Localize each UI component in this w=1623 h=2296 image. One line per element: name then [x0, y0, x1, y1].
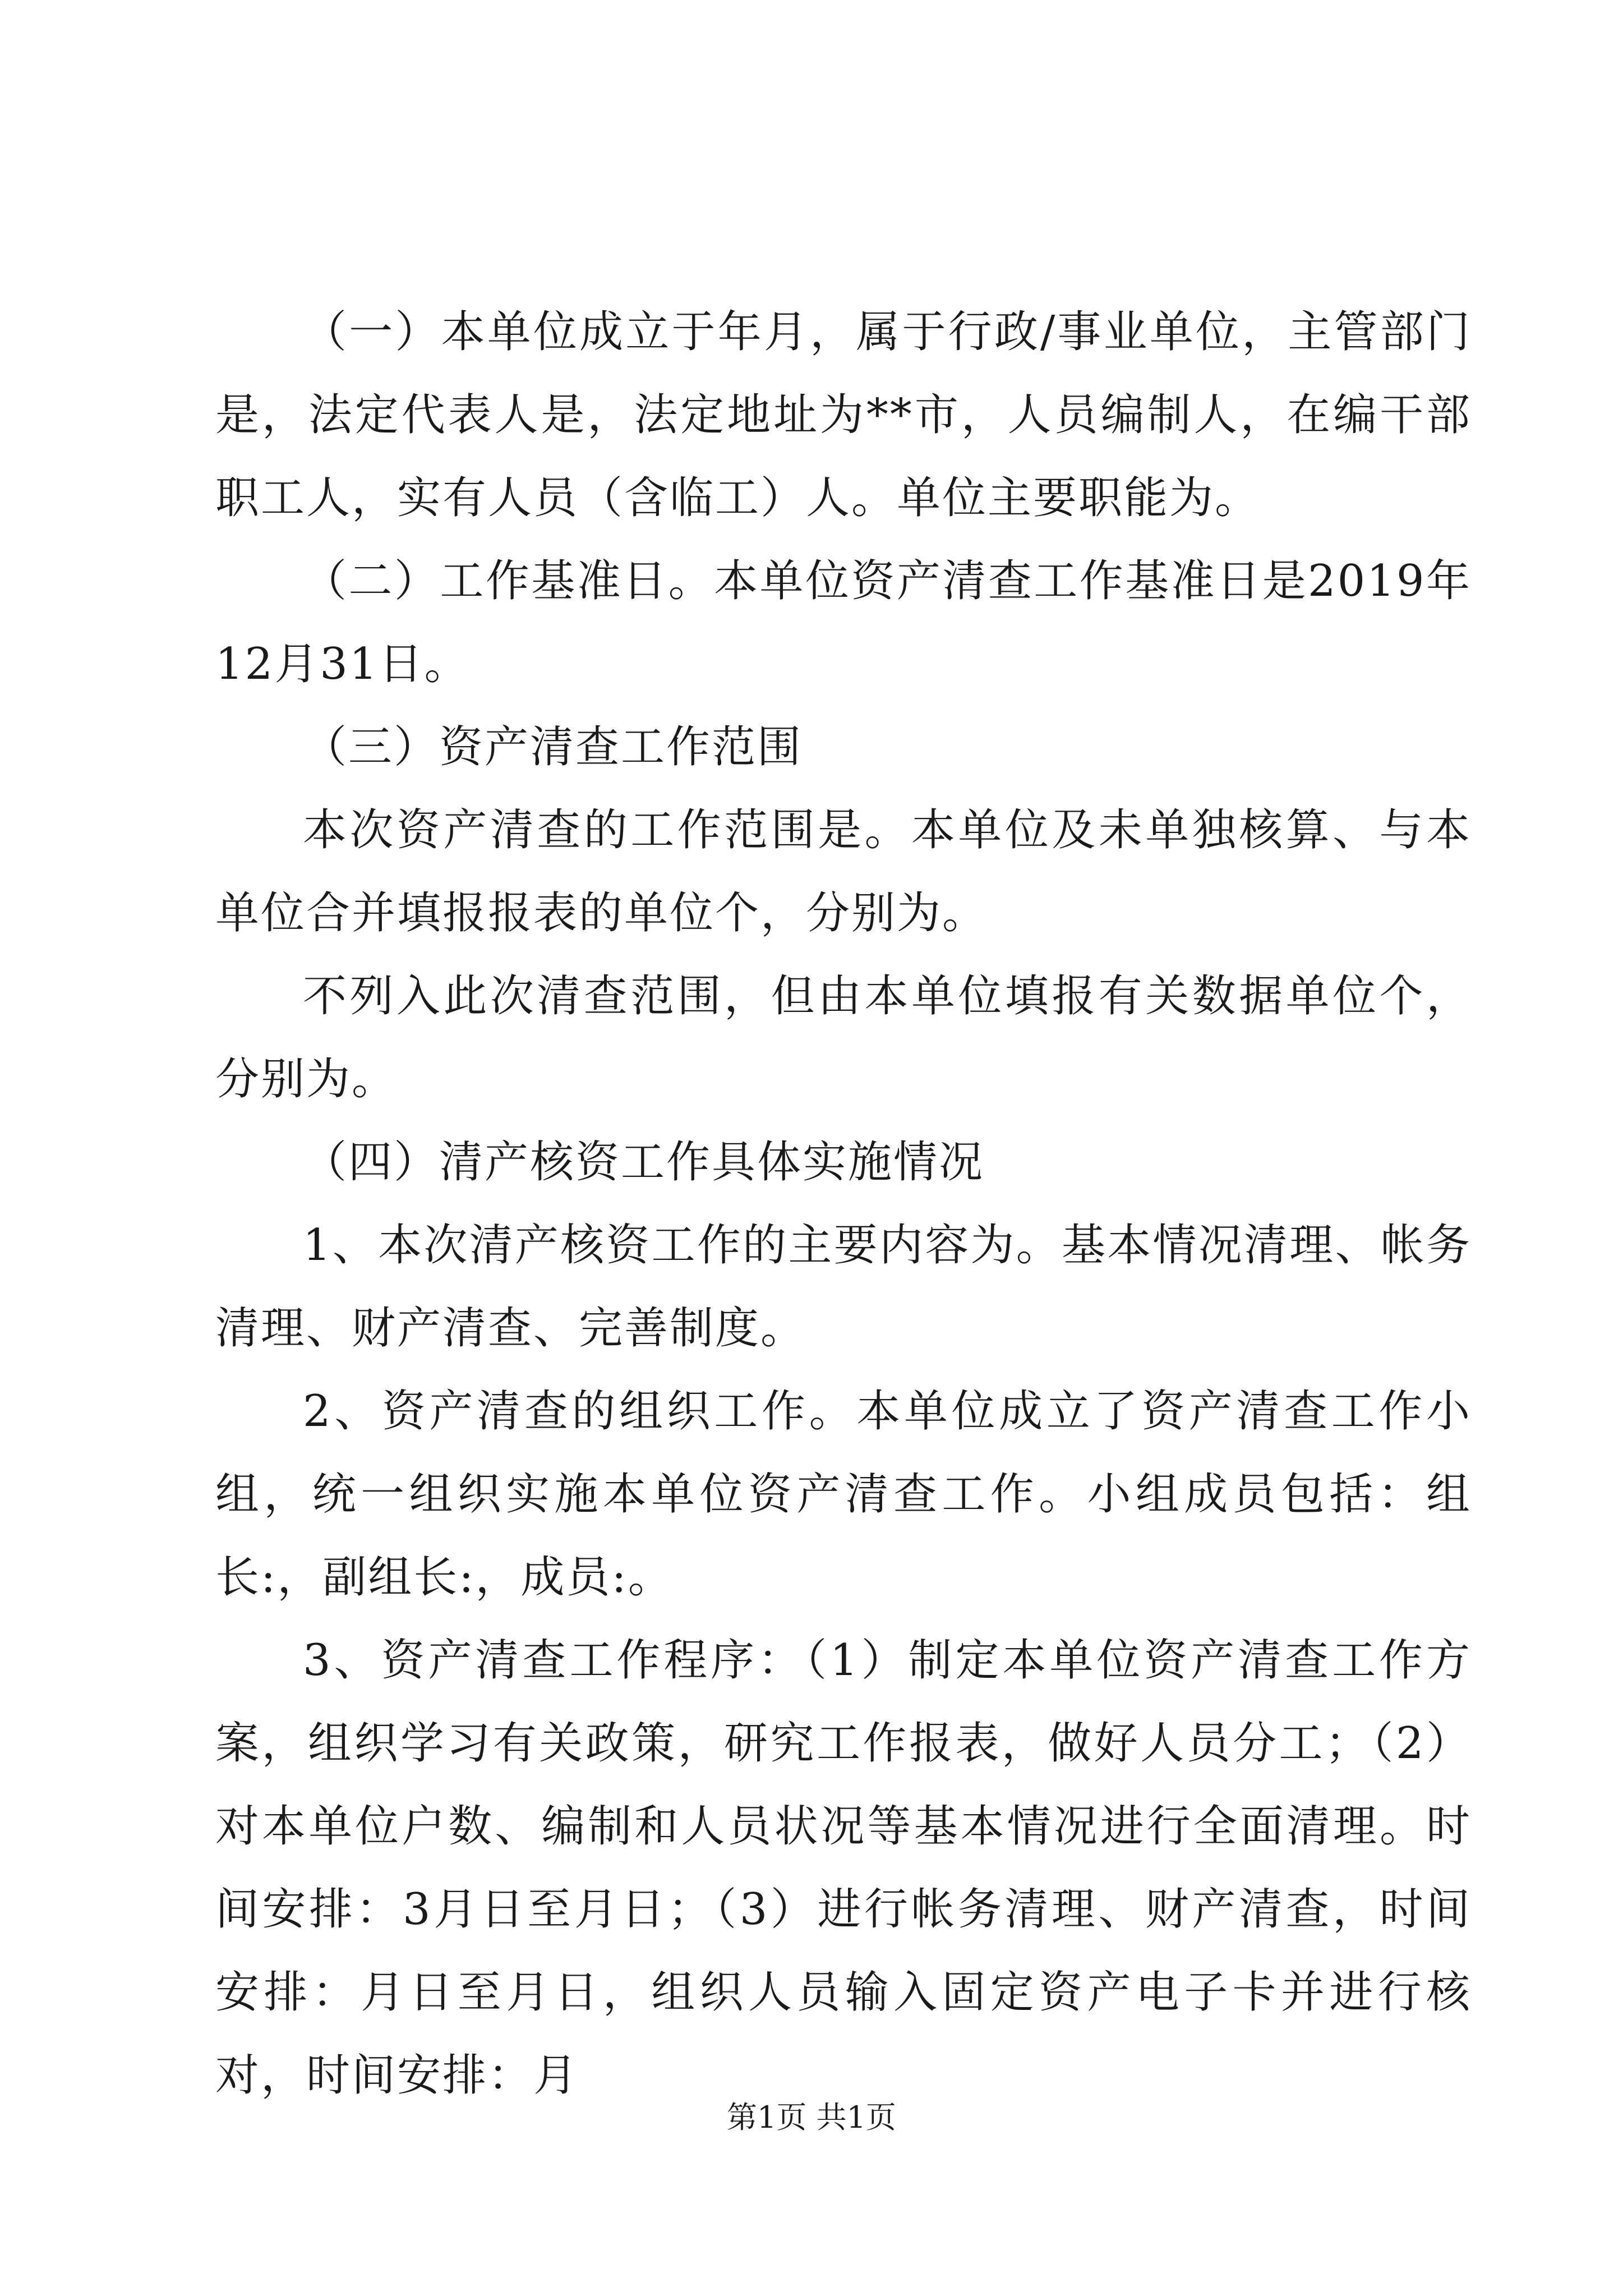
paragraph-basic-info: （一）本单位成立于年月，属于行政/事业单位，主管部门是，法定代表人是，法定地址为**市，人员编制人，在编干部职工人，实有人员（含临工）人。单位主要职能为。 — [215, 307, 1472, 523]
paragraph-main-content: 1、本次清产核资工作的主要内容为。基本情况清理、帐务清理、财产清查、完善制度。 — [215, 1220, 1472, 1354]
page-number: 第1页 共1页 — [727, 2100, 896, 2135]
page-footer — [0, 2098, 1623, 2137]
paragraph-excluded-scope: 不列入此次清查范围，但由本单位填报有关数据单位个，分别为。 — [215, 971, 1472, 1105]
paragraph-scope-heading: （三）资产清查工作范围 — [303, 722, 803, 772]
document-body — [215, 291, 1472, 2117]
paragraph-procedure: 3、资产清查工作程序：（1）制定本单位资产清查工作方案，组织学习有关政策，研究工作报表，做好人员分工；（2）对本单位户数、编制和人员状况等基本情况进行全面清理。时间安排：3月日至月日；（3）进行帐务清理、财产清查，时间安排：月日至月日，组织人员输入固定资产电子卡并进行核对，时间安排：月 — [215, 1635, 1472, 2101]
paragraph-organization: 2、资产清查的组织工作。本单位成立了资产清查工作小组，统一组织实施本单位资产清查工作。小组成员包括：组长:，副组长:，成员:。 — [215, 1386, 1472, 1603]
paragraph-scope: 本次资产清查的工作范围是。本单位及未单独核算、与本单位合并填报报表的单位个，分别为。 — [215, 805, 1472, 938]
paragraph-implementation-heading: （四）清产核资工作具体实施情况 — [303, 1137, 985, 1188]
paragraph-base-date: （二）工作基准日。本单位资产清查工作基准日是2019年12月31日。 — [215, 556, 1472, 689]
